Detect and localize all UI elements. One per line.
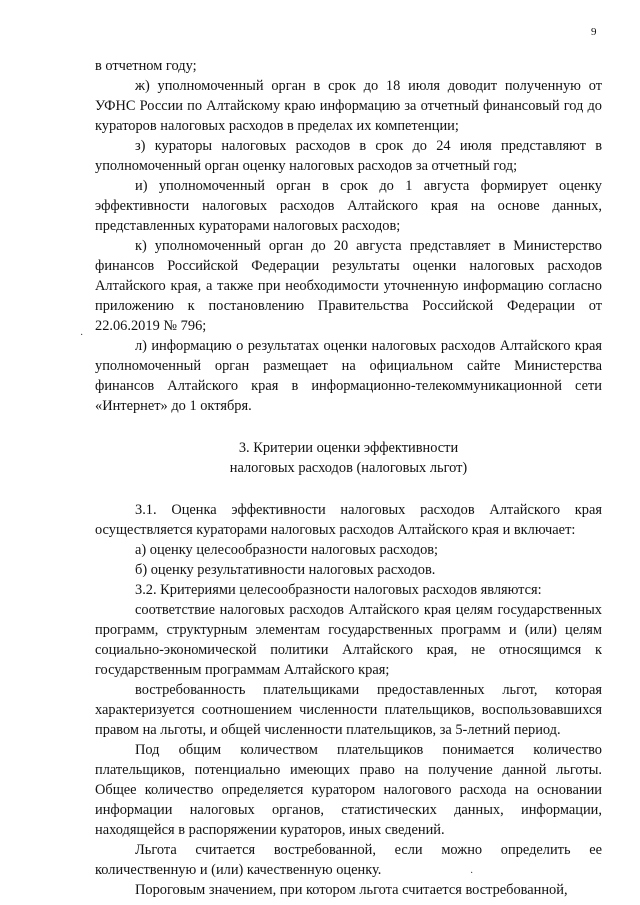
paragraph-item-zh: ж) уполномоченный орган в срок до 18 июля доводит полученную от УФНС России по Алтайскому краю информацию за отчетный финансовый год до кураторов налоговых расходов в пределах их компетенции; — [95, 78, 602, 134]
document-body — [95, 56, 602, 900]
paragraph-item-z: з) кураторы налоговых расходов в срок до 24 июля представляют в уполномоченный орган оценку налоговых расходов за отчетный год; — [95, 138, 602, 174]
paragraph-item-b: б) оценку результативности налоговых расходов. — [135, 562, 436, 578]
section-heading — [95, 438, 602, 478]
paragraph-3-2: 3.2. Критериями целесообразности налоговых расходов являются: — [135, 582, 542, 598]
paragraph-item-a: а) оценку целесообразности налоговых расходов; — [135, 542, 439, 558]
paragraph-item-i: и) уполномоченный орган в срок до 1 августа формирует оценку эффективности налоговых расходов Алтайского края на основе данных, представленных кураторами налоговых расходов; — [95, 178, 602, 234]
paragraph-item-k: к) уполномоченный орган до 20 августа представляет в Министерство финансов Российской Федерации результаты оценки налоговых расходов Алтайского края, а также при необходимости уточненную информацию согласно приложению к постановлению Правительства Российской Федерации от 22.06.2019 № 796; — [95, 238, 602, 334]
paragraph-3-1: 3.1. Оценка эффективности налоговых расходов Алтайского края осуществляется кураторами налоговых расходов Алтайского края и включает: — [95, 502, 602, 538]
paragraph-benefit-demanded: Льгота считается востребованной, если можно определить ее количественную и (или) качественную оценку. — [95, 842, 602, 878]
section-heading-line-1: 3. Критерии оценки эффективности — [238, 440, 459, 456]
paragraph-criterion-demand: востребованность плательщиками предоставленных льгот, которая характеризуется соотношением численности плательщиков, воспользовавшихся правом на льготы, и общей численности плательщиков, за 5-летний период. — [95, 682, 602, 738]
paragraph-total-payers: Под общим количеством плательщиков понимается количество плательщиков, потенциально имеющих право на получение данной льготы. Общее количество определяется куратором налогового расхода на основании информации налоговых органов, статистических данных, информации, находящейся в распоряжении кураторов, иных сведений. — [95, 742, 602, 838]
scan-speck: · — [80, 330, 84, 341]
paragraph-item-l: л) информацию о результатах оценки налоговых расходов Алтайского края уполномоченный орган размещает на официальном сайте Министерства финансов Алтайского края в информационно-телекоммуникационной сети «Интернет» до 1 октября. — [95, 338, 602, 414]
paragraph-threshold: Пороговым значением, при котором льгота считается востребованной, — [135, 882, 568, 898]
scan-speck: · — [470, 868, 474, 879]
page-number: 9 — [591, 26, 597, 38]
paragraph-criterion-correspondence: соответствие налоговых расходов Алтайского края целям государственных программ, структурным элементам государственных программ и (или) целям социально-экономической политики Алтайского края, не относящимся к государственным программам Алтайского края; — [95, 602, 602, 678]
paragraph-reporting-year: в отчетном году; — [95, 58, 197, 74]
section-heading-line-2: налоговых расходов (налоговых льгот) — [229, 460, 468, 476]
